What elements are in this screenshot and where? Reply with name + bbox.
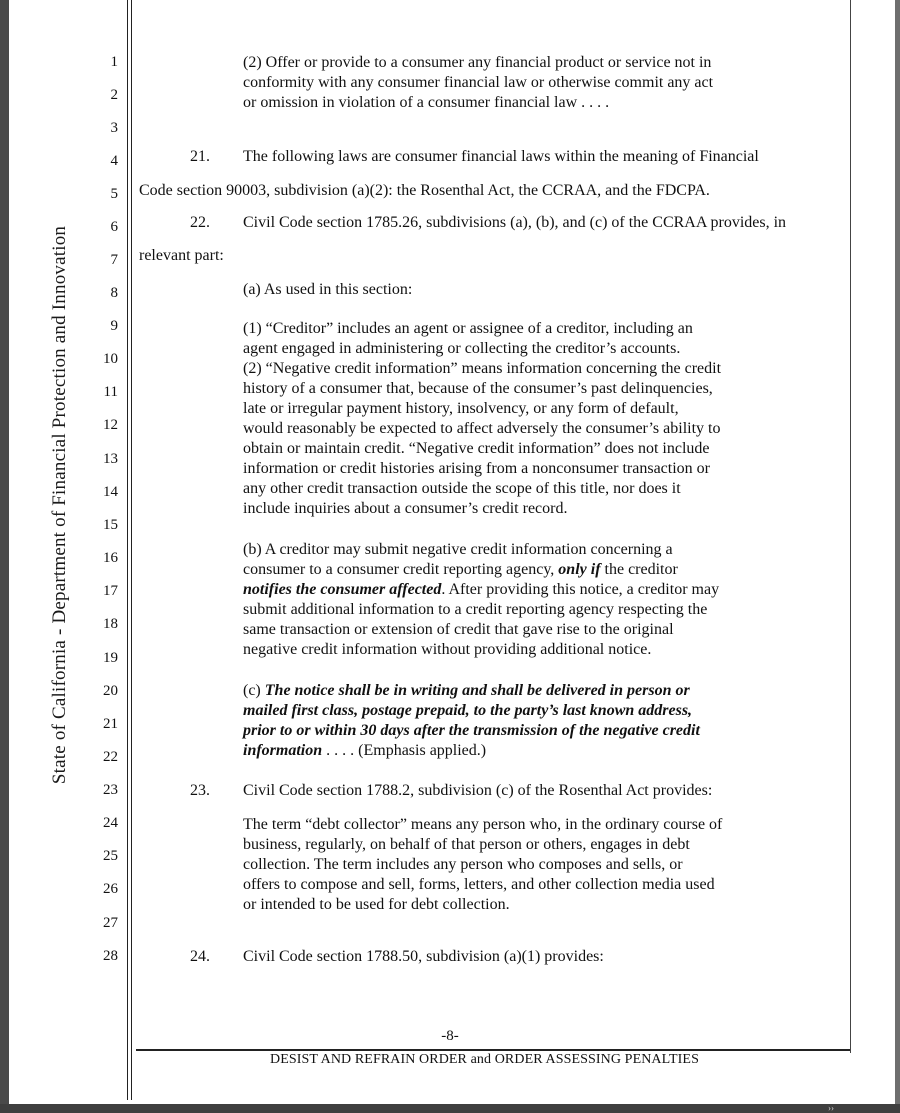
quote-line: conformity with any consumer financial law or otherwise commit any act [243,74,714,91]
line-number: 8 [110,285,118,301]
quote-line: would reasonably be expected to affect adversely the consumer’s ability to [243,420,721,437]
line-number: 15 [103,517,118,533]
quote-line: business, regularly, on behalf of that person or others, engages in debt [243,836,690,853]
quote-line: include inquiries about a consumer’s credit record. [243,500,568,517]
line-number: 5 [110,186,118,202]
quote-text: consumer to a consumer credit reporting agency, [243,561,559,578]
pleading-rule-left [127,0,128,1100]
quote-line: information or credit histories arising from a nonconsumer transaction or [243,460,710,477]
emphasis-text: only if [558,561,601,578]
paragraph-line: Civil Code section 1785.26, subdivisions (a), (b), and (c) of the CCRAA provides, in [243,214,787,231]
quote-line: mailed first class, postage prepaid, to the party’s last known address, [243,702,693,719]
paragraph-number: 23. [190,782,210,799]
quote-line: agent engaged in administering or collecting the creditor’s accounts. [243,340,681,357]
line-number: 25 [103,848,118,864]
footer-title: DESIST AND REFRAIN ORDER and ORDER ASSESSING PENALTIES [270,1052,699,1067]
quote-line: offers to compose and sell, forms, letters, and other collection media used [243,876,715,893]
quote-line: negative credit information without providing additional notice. [243,641,652,658]
line-number: 9 [110,318,118,334]
line-number: 6 [110,219,118,235]
corner-glyph: ›› [828,1103,834,1113]
line-number: 22 [103,749,118,765]
line-number: 19 [103,650,118,666]
line-number: 16 [103,550,118,566]
line-number: 14 [103,484,118,500]
pleading-rule-page-right [850,0,851,1053]
quote-line [243,560,678,580]
quote-line: submit additional information to a credit reporting agency respecting the [243,601,708,618]
line-number: 4 [110,153,118,169]
line-number: 17 [103,583,118,599]
quote-line: collection. The term includes any person who composes and sells, or [243,856,683,873]
quote-line: same transaction or extension of credit that gave rise to the original [243,621,674,638]
paragraph-line: The following laws are consumer financial laws within the meaning of Financial [243,148,759,165]
line-number: 13 [103,451,118,467]
viewer-right-edge [895,0,900,1113]
line-number: 3 [110,120,118,136]
line-number: 23 [103,782,118,798]
quote-line: (1) “Creditor” includes an agent or assignee of a creditor, including an [243,320,693,337]
page-number: -8- [441,1028,459,1044]
footer-divider [136,1049,850,1051]
quote-line: late or irregular payment history, insolvency, or any form of default, [243,400,679,417]
quote-line: history of a consumer that, because of the consumer’s past delinquencies, [243,380,713,397]
line-number: 11 [103,384,118,400]
sidebar-title: State of California - Department of Financial Protection and Innovation [49,225,70,785]
quote-text: . . . . (Emphasis applied.) [322,742,487,759]
pleading-rule-right [131,0,132,1100]
line-number: 20 [103,683,118,699]
quote-line: (2) Offer or provide to a consumer any financial product or service not in [243,54,712,71]
line-number: 27 [103,915,118,931]
paragraph-number: 22. [190,214,210,231]
quote-a: (a) As used in this section: [243,281,413,298]
paragraph-number: 24. [190,948,210,965]
quote-text: (c) [243,682,265,699]
quote-line [243,580,719,600]
paragraph-line: Civil Code section 1788.2, subdivision (c) of the Rosenthal Act provides: [243,782,713,799]
line-number: 18 [103,616,118,632]
line-number: 10 [103,351,118,367]
paragraph-line: Code section 90003, subdivision (a)(2): the Rosenthal Act, the CCRAA, and the FDCPA. [139,182,710,199]
quote-line: any other credit transaction outside the scope of this title, nor does it [243,480,681,497]
quote-line: prior to or within 30 days after the transmission of the negative credit [243,722,700,739]
quote-line [243,741,486,761]
quote-line: (2) “Negative credit information” means information concerning the credit [243,360,722,377]
line-number: 12 [103,417,118,433]
quote-text: . After providing this notice, a creditor may [441,581,720,598]
line-number: 26 [103,881,118,897]
line-number: 2 [110,87,118,103]
line-number: 1 [110,54,118,70]
viewer-bottom-bar [0,1104,900,1113]
quote-line: or omission in violation of a consumer financial law . . . . [243,94,610,111]
quote-line: obtain or maintain credit. “Negative credit information” does not include [243,440,710,457]
quote-line: The term “debt collector” means any person who, in the ordinary course of [243,816,723,833]
quote-line [243,681,690,701]
line-number: 24 [103,815,118,831]
quote-text: the creditor [600,561,678,578]
line-number: 7 [110,252,118,268]
paragraph-line: Civil Code section 1788.50, subdivision (a)(1) provides: [243,948,604,965]
line-number: 28 [103,948,118,964]
line-number: 21 [103,716,118,732]
emphasis-text: notifies the consumer affected [243,581,442,598]
emphasis-text: information [243,742,323,759]
quote-line: or intended to be used for debt collection. [243,896,510,913]
paragraph-line: relevant part: [139,247,224,264]
quote-line: (b) A creditor may submit negative credit information concerning a [243,541,673,558]
emphasis-text: The notice shall be in writing and shall be delivered in person or [264,682,690,699]
viewer-left-edge [0,0,9,1113]
paragraph-number: 21. [190,148,210,165]
